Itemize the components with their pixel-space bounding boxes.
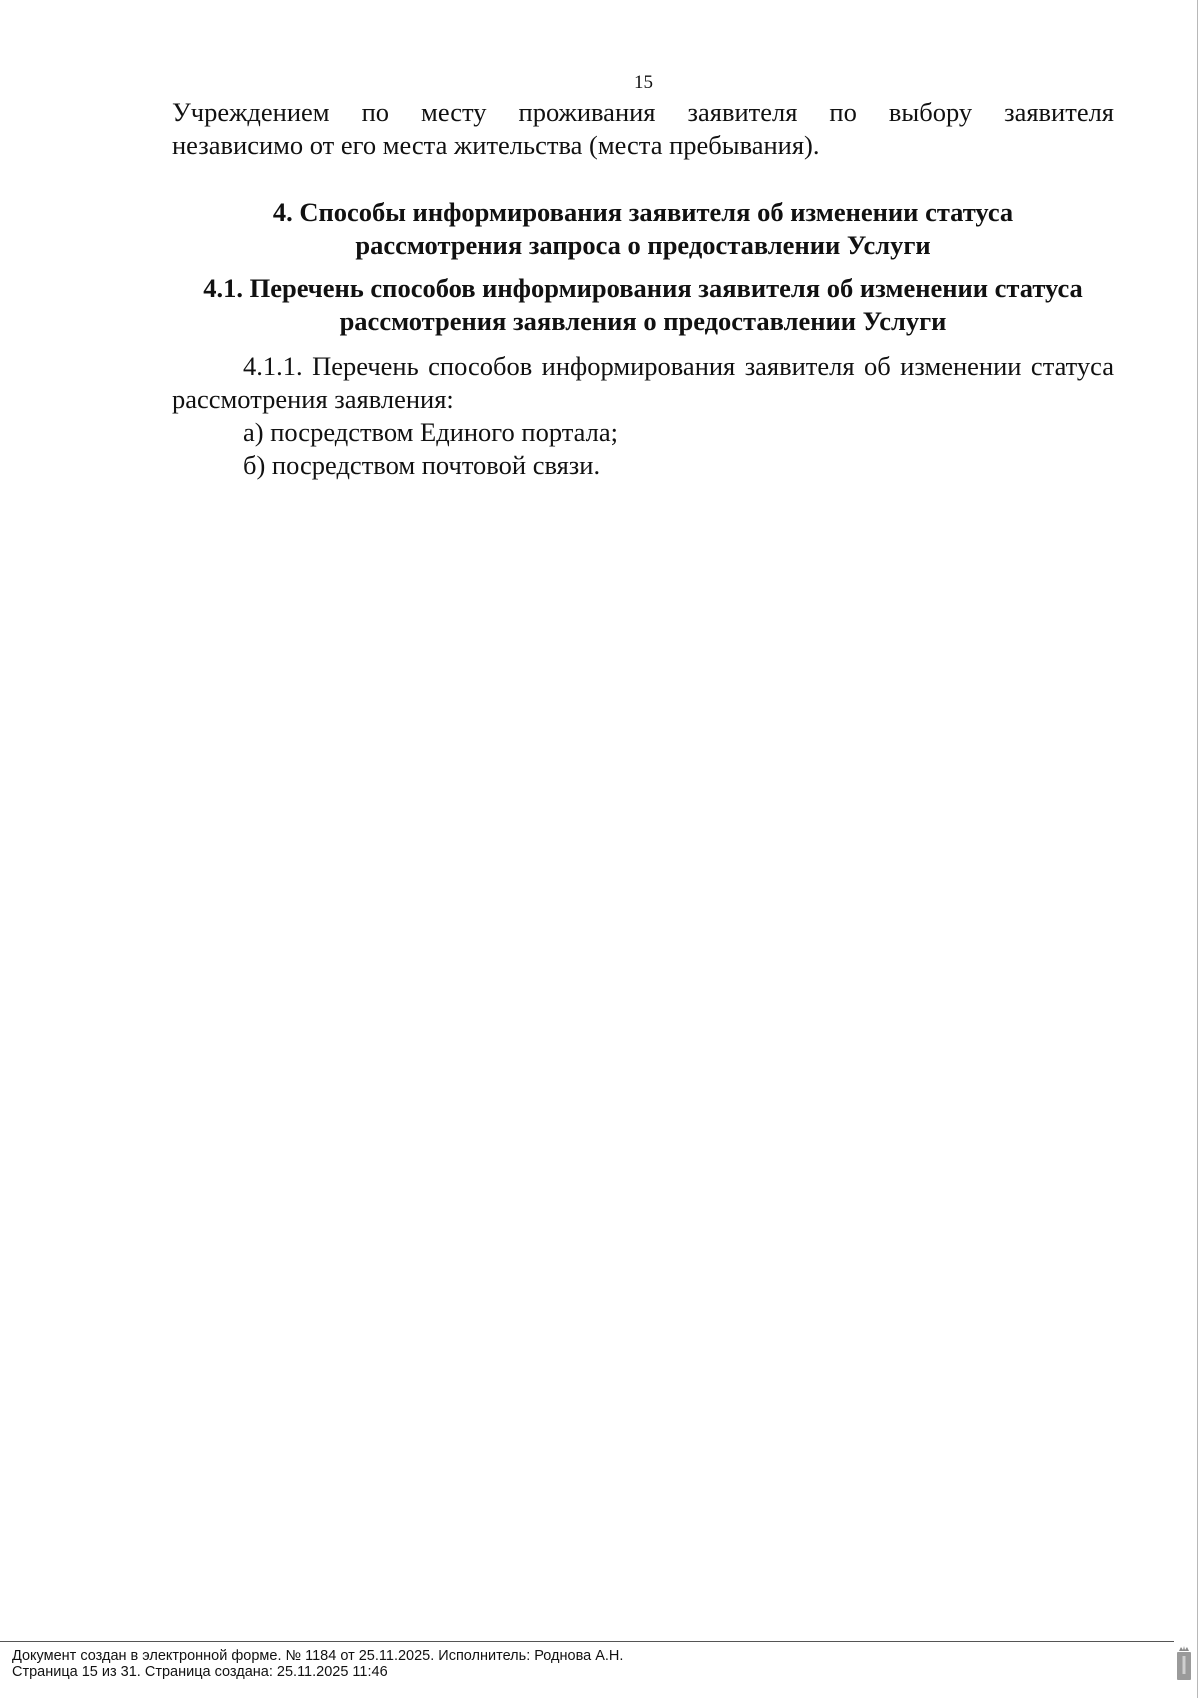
subsection-heading xyxy=(172,272,1114,338)
page-number: 15 xyxy=(634,72,653,93)
footer-divider xyxy=(0,1641,1174,1642)
footer-line-2: Страница 15 из 31. Страница создана: 25.11.2025 11:46 xyxy=(12,1664,388,1680)
section-heading xyxy=(172,196,1114,262)
footer-line-1: Документ создан в электронной форме. № 1184 от 25.11.2025. Исполнитель: Роднова А.Н. xyxy=(12,1648,624,1664)
subsection-heading-line-1: 4.1. Перечень способов информирования заявителя об изменении статуса xyxy=(203,273,1083,303)
subsection-heading-line-2: рассмотрения заявления о предоставлении Услуги xyxy=(339,306,947,336)
document-body xyxy=(172,96,1114,482)
paragraph-4-1-1: 4.1.1. Перечень способов информирования заявителя об изменении статуса рассмотрения заявления: xyxy=(172,351,1114,414)
page-edge xyxy=(1197,0,1198,1698)
continuation-line-2: независимо от его места жительства (места пребывания). xyxy=(172,130,820,160)
continuation-line-1: Учреждением по месту проживания заявителя по выбору заявителя xyxy=(172,97,1114,127)
list-item-a: а) посредством Единого портала; xyxy=(243,417,618,447)
coat-of-arms-icon xyxy=(1174,1644,1194,1682)
section-heading-line-1: 4. Способы информирования заявителя об изменении статуса xyxy=(272,197,1014,227)
section-heading-line-2: рассмотрения запроса о предоставлении Услуги xyxy=(355,230,931,260)
list-item-b: б) посредством почтовой связи. xyxy=(243,450,601,480)
document-footer xyxy=(12,1648,623,1680)
